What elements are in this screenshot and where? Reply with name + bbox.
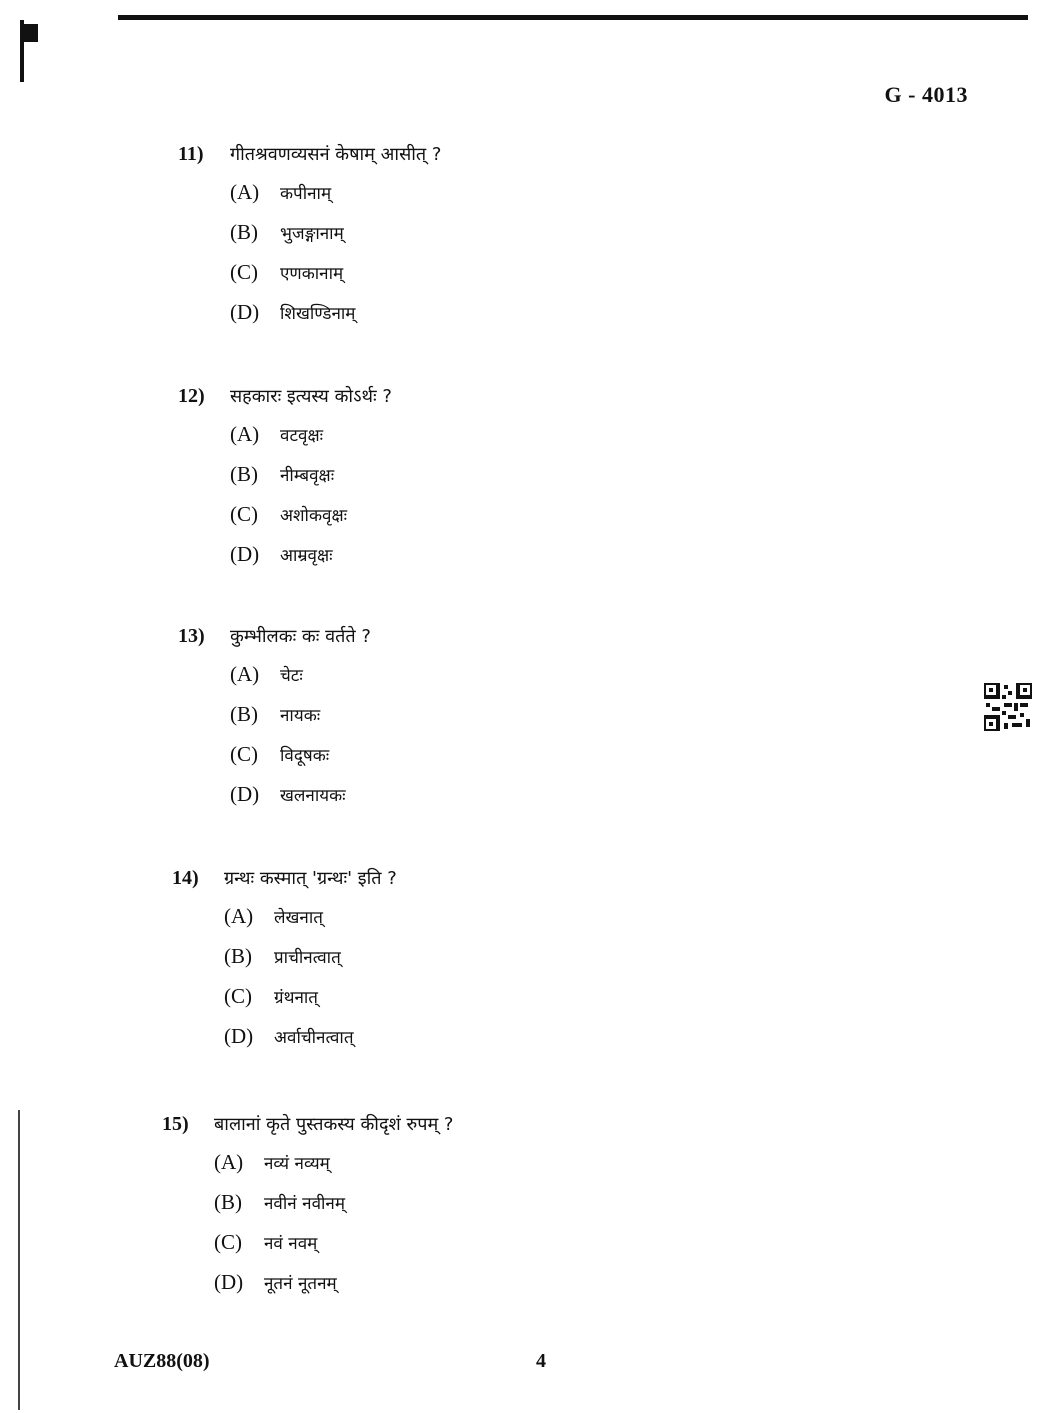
options-list — [230, 422, 392, 582]
option-label: (C) — [230, 742, 258, 766]
corner-mark-tab — [20, 24, 38, 42]
question-14 — [172, 866, 397, 1064]
option-text: नव्यं नव्यम् — [264, 1154, 330, 1174]
option-label: (B) — [230, 702, 258, 726]
options-list — [214, 1150, 454, 1310]
option-a — [230, 662, 371, 702]
option-d — [230, 782, 371, 822]
option-label: (A) — [230, 662, 260, 686]
option-d — [214, 1270, 454, 1310]
option-c — [230, 742, 371, 782]
option-text: नीम्बवृक्षः — [280, 466, 335, 486]
option-a — [214, 1150, 454, 1190]
question-number: 15) — [162, 1113, 189, 1135]
options-list — [230, 180, 441, 340]
option-d — [230, 542, 392, 582]
option-d — [224, 1024, 397, 1064]
question-12 — [178, 384, 392, 582]
option-label: (B) — [230, 220, 258, 244]
option-label: (A) — [230, 422, 260, 446]
option-label: (B) — [224, 944, 252, 968]
option-label: (A) — [224, 904, 254, 928]
page-number: 4 — [536, 1350, 546, 1372]
option-text: नायकः — [280, 706, 321, 726]
left-edge-line — [18, 1110, 20, 1410]
question-text: कुम्भीलकः कः वर्तते ? — [230, 626, 371, 647]
option-label: (D) — [230, 542, 260, 566]
option-text: खलनायकः — [280, 786, 346, 806]
option-text: आम्रवृक्षः — [280, 546, 333, 566]
option-text: नवं नवम् — [264, 1234, 318, 1254]
options-list — [224, 904, 397, 1064]
question-13 — [178, 624, 371, 822]
option-label: (B) — [214, 1190, 242, 1214]
question-text: बालानां कृते पुस्तकस्य कीदृशं रुपम् ? — [214, 1114, 454, 1135]
option-b — [230, 220, 441, 260]
option-label: (C) — [214, 1230, 242, 1254]
option-text: चेटः — [280, 666, 303, 686]
option-c — [214, 1230, 454, 1270]
option-text: नूतनं नूतनम् — [264, 1274, 337, 1294]
question-number: 14) — [172, 867, 199, 889]
option-label: (D) — [230, 300, 260, 324]
option-text: विदूषकः — [280, 746, 330, 766]
option-label: (C) — [230, 502, 258, 526]
option-b — [214, 1190, 454, 1230]
option-text: अशोकवृक्षः — [280, 506, 348, 526]
option-text: भुजङ्गानाम् — [280, 224, 344, 244]
question-text: ग्रन्थः कस्मात् 'ग्रन्थः' इति ? — [224, 868, 397, 889]
option-label: (C) — [224, 984, 252, 1008]
option-text: कपीनाम् — [280, 184, 332, 204]
question-text: गीतश्रवणव्यसनं केषाम् आसीत् ? — [230, 144, 442, 165]
option-text: ग्रंथनात् — [274, 988, 318, 1008]
option-a — [224, 904, 397, 944]
option-label: (D) — [214, 1270, 244, 1294]
question-number: 13) — [178, 625, 205, 647]
option-label: (B) — [230, 462, 258, 486]
option-b — [230, 462, 392, 502]
option-text: शिखण्डिनाम् — [280, 304, 356, 324]
option-text: वटवृक्षः — [280, 426, 324, 446]
option-b — [224, 944, 397, 984]
qr-code-icon — [984, 683, 1032, 731]
option-b — [230, 702, 371, 742]
option-label: (C) — [230, 260, 258, 284]
option-label: (A) — [230, 180, 260, 204]
option-a — [230, 180, 441, 220]
question-text: सहकारः इत्यस्य कोऽर्थः ? — [230, 386, 392, 407]
question-15 — [162, 1112, 454, 1310]
option-d — [230, 300, 441, 340]
booklet-code: AUZ88(08) — [114, 1350, 210, 1372]
option-c — [224, 984, 397, 1024]
option-label: (D) — [230, 782, 260, 806]
option-text: प्राचीनत्वात् — [274, 948, 341, 968]
option-text: अर्वाचीनत्वात् — [274, 1028, 354, 1048]
option-a — [230, 422, 392, 462]
question-number: 12) — [178, 385, 205, 407]
option-label: (A) — [214, 1150, 244, 1174]
option-c — [230, 260, 441, 300]
option-text: लेखनात् — [274, 908, 323, 928]
question-11 — [178, 142, 441, 340]
option-text: नवीनं नवीनम् — [264, 1194, 346, 1214]
options-list — [230, 662, 371, 822]
question-number: 11) — [178, 143, 204, 165]
top-rule — [118, 15, 1028, 20]
option-text: एणकानाम् — [280, 264, 344, 284]
option-c — [230, 502, 392, 542]
option-label: (D) — [224, 1024, 254, 1048]
paper-code: G - 4013 — [884, 82, 968, 107]
